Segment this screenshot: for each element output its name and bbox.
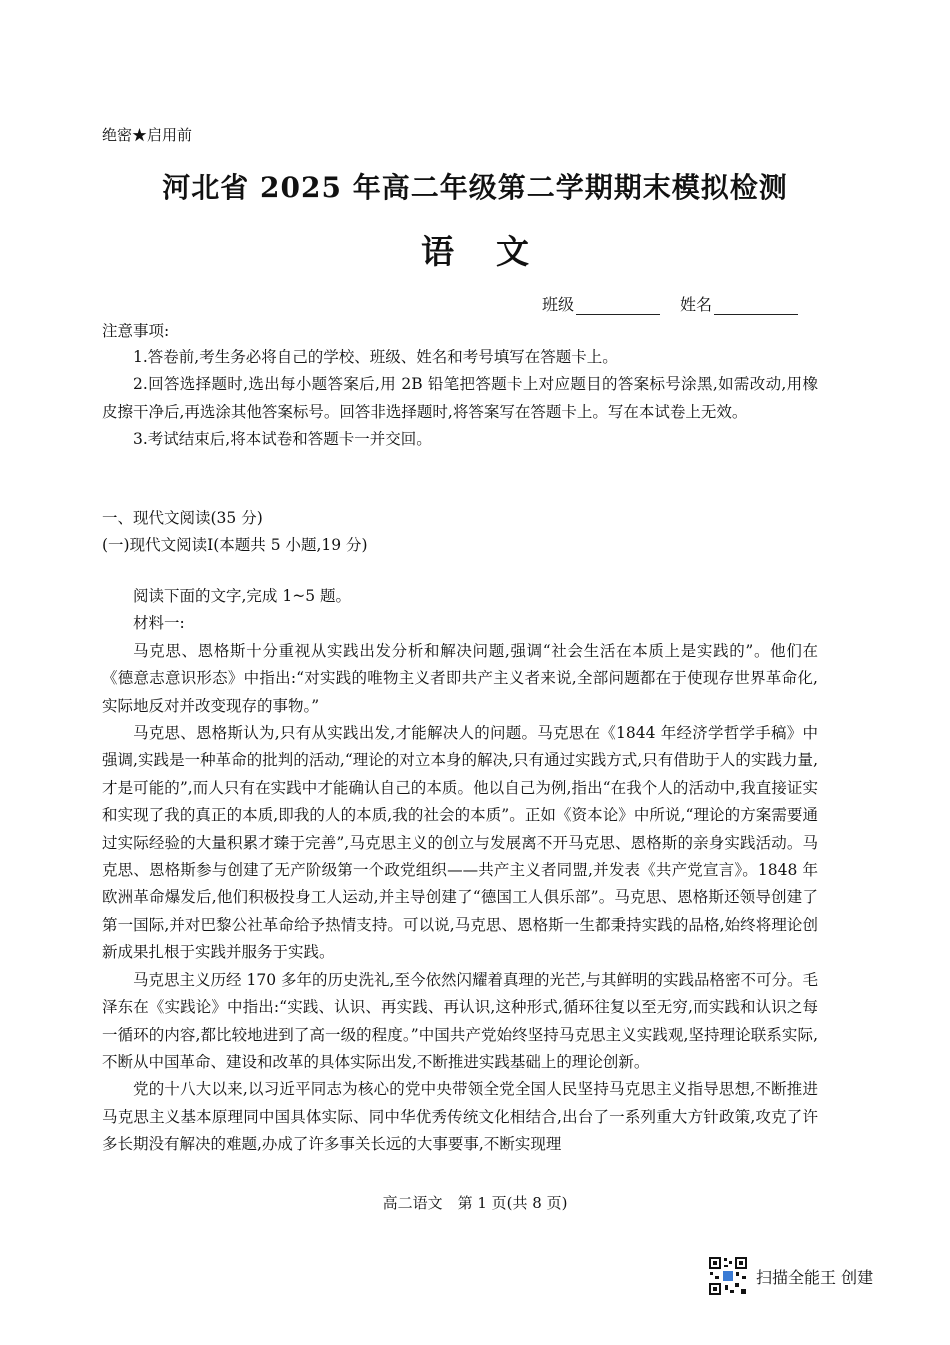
passage-paragraph: 马克思、恩格斯十分重视从实践出发分析和解决问题,强调“社会生活在本质上是实践的”。他们在《德意志意识形态》中指出:“对实践的唯物主义者即共产主义者来说,全部问题都在于使现存世界革命化,实际地反对并改变现存的事物。”: [102, 641, 818, 715]
notice-item: 1.答卷前,考生务必将自己的学校、班级、姓名和考号填写在答题卡上。: [133, 348, 618, 366]
page-footer: 高二语文 第 1 页(共 8 页): [382, 1194, 568, 1212]
passage-paragraph: 党的十八大以来,以习近平同志为核心的党中央带领全党全国人民坚持马克思主义指导思想,不断推进马克思主义基本原理同中国具体实际、同中华优秀传统文化相结合,出台了一系列重大方针政策,攻克了许多长期没有解决的难题,办成了许多事关长远的大事要事,不断实现理: [102, 1080, 818, 1154]
section-subheading: (一)现代文阅读Ⅰ(本题共 5 小题,19 分): [102, 536, 368, 554]
notice-heading: 注意事项:: [102, 322, 170, 340]
notice-item: 3.考试结束后,将本试卷和答题卡一并交回。: [133, 430, 432, 449]
notice-list: [102, 344, 818, 454]
confidential-mark: 绝密★启用前: [102, 126, 193, 144]
name-label: 姓名: [679, 295, 712, 314]
section-heading: 一、现代文阅读(35 分): [102, 509, 263, 527]
passage-paragraph: 马克思、恩格斯认为,只有从实践出发,才能解决人的问题。马克思在《1844 年经济学哲学手稿》中强调,实践是一种革命的批判的活动,“理论的对立本身的解决,只有通过实践方式,只有借助于人的实践力量,才是可能的”,而人只有在实践中才能确认自己的本质。他以自己为例,指出“在我个人的活动中,我直接证实和实现了我的真正的本质,即我的人的本质,我的社会的本质”。正如《资本论》中所说,“理论的方案需要通过实际经验的大量积累才臻于完善”,马克思主义的创立与发展离不开马克思、恩格斯的亲身实践活动。马克思、恩格斯参与创建了无产阶级第一个政党组织——共产主义者同盟,并发表《共产党宣言》。1848 年欧洲革命爆发后,他们积极投身工人运动,并主导创建了“德国工人俱乐部”。马克思、恩格斯还领导创建了第一国际,并对巴黎公社革命给予热情支持。可以说,马克思、恩格斯一生都秉持实践的品格,始终将理论创新成果扎根于实践并服务于实践。: [102, 724, 818, 962]
name-field[interactable]: [680, 292, 798, 315]
name-blank[interactable]: [714, 314, 798, 315]
scanner-watermark: [708, 1256, 873, 1296]
scanner-watermark-text: 扫描全能王 创建: [756, 1267, 874, 1287]
notice-item: 2.回答选择题时,选出每小题答案后,用 2B 铅笔把答题卡上对应题目的答案标号涂黑,如需改动,用橡皮擦干净后,再选涂其他答案标号。回答非选择题时,将答案写在答题卡上。写在本试卷上无效。: [102, 375, 818, 421]
class-label: 班级: [541, 295, 574, 314]
instruction: 阅读下面的文字,完成 1~5 题。: [133, 587, 351, 605]
reading-passage: [102, 583, 818, 1159]
class-field[interactable]: [542, 292, 660, 315]
qr-code-icon: [708, 1256, 748, 1296]
subject-title: 语文: [421, 232, 571, 271]
class-blank[interactable]: [576, 314, 660, 315]
exam-title: 河北省 2025 年高二年级第二学期期末模拟检测: [162, 171, 788, 204]
section-header: [102, 505, 818, 559]
student-info-fields: [542, 292, 798, 315]
passage-paragraph: 马克思主义历经 170 多年的历史洗礼,至今依然闪耀着真理的光芒,与其鲜明的实践品格密不可分。毛泽东在《实践论》中指出:“实践、认识、再实践、再认识,这种形式,循环往复以至无穷,而实践和认识之每一循环的内容,都比较地进到了高一级的程度。”中国共产党始终坚持马克思主义实践观,坚持理论联系实际,不断从中国革命、建设和改革的具体实际出发,不断推进实践基础上的理论创新。: [102, 970, 818, 1071]
material-label: 材料一:: [133, 614, 185, 633]
